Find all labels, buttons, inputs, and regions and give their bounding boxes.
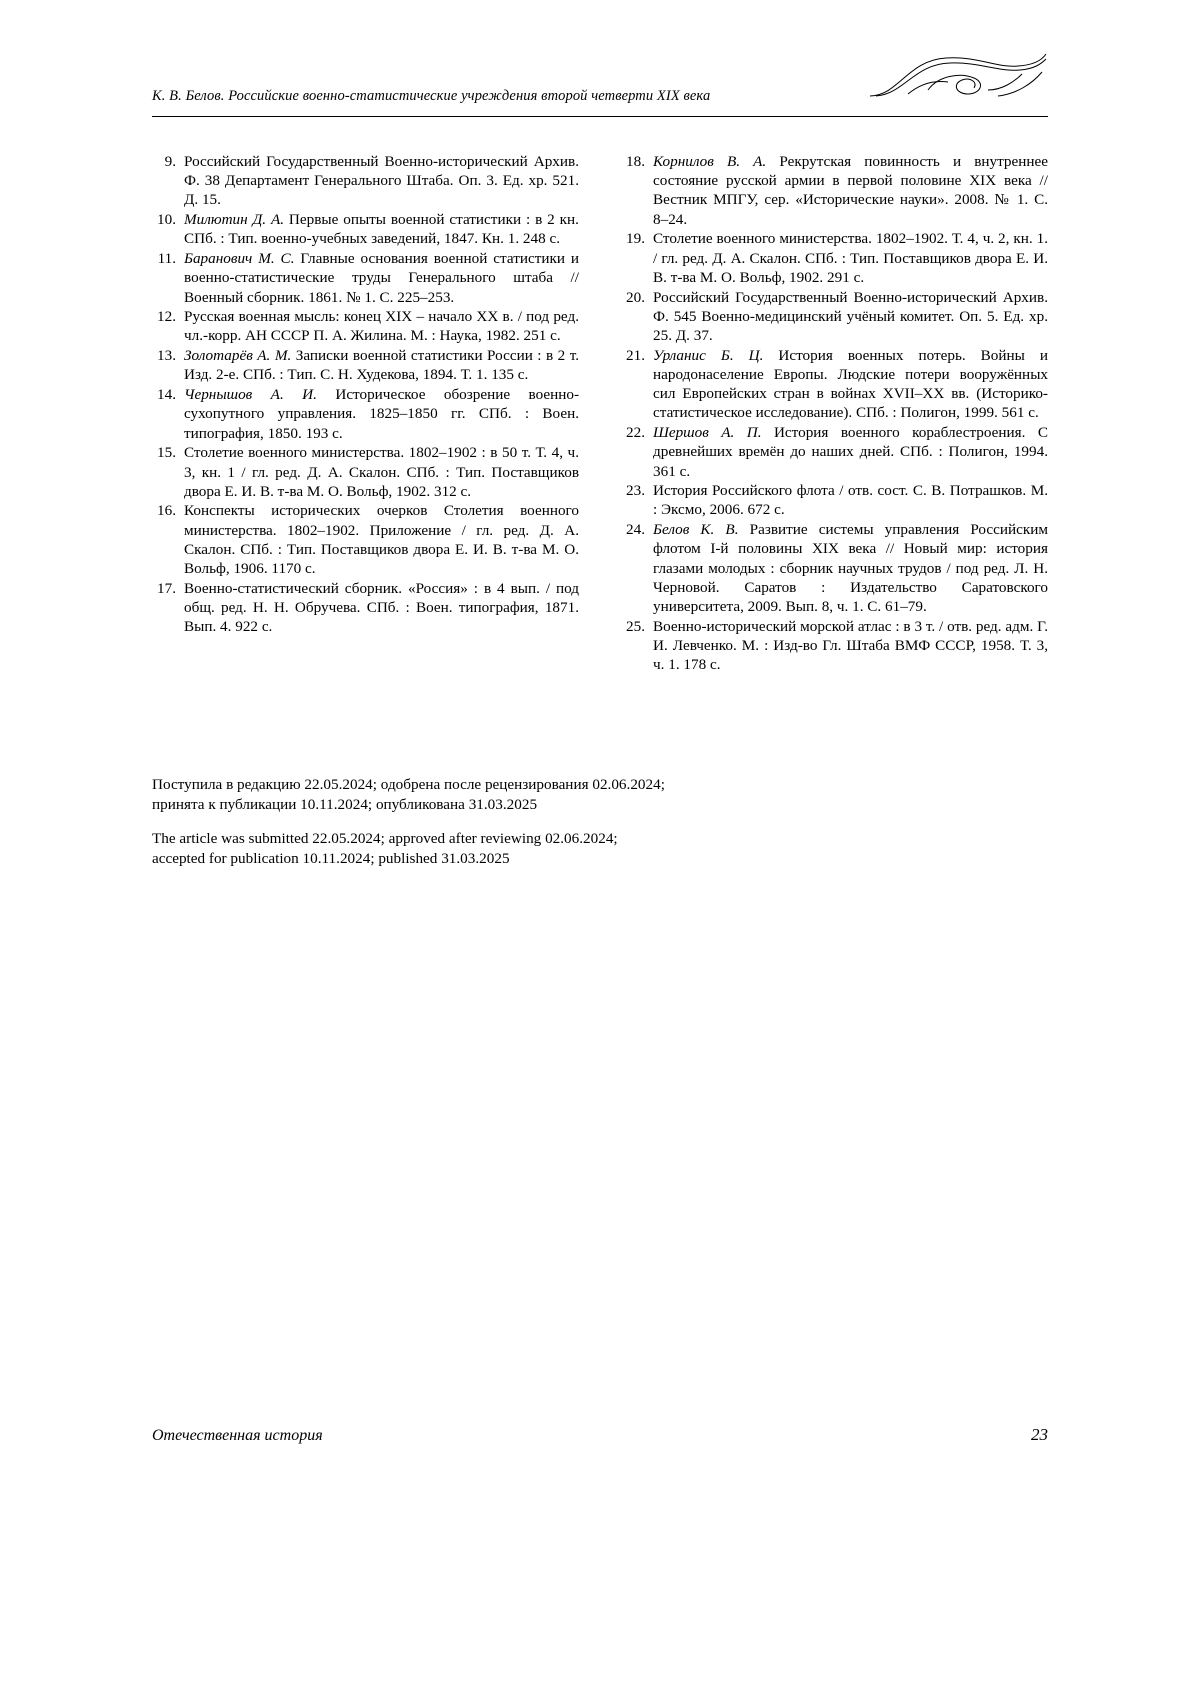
reference-text: Военно-исторический морской атлас : в 3 т. / отв. ред. адм. Г. И. Левченко. М. : Изд-во Гл. Штаба ВМФ СССР, 1958. Т. 3, ч. 1. 178 с.	[653, 617, 1048, 674]
reference-number: 25.	[626, 617, 645, 635]
page-footer	[152, 1425, 1048, 1445]
reference-list-left	[152, 152, 579, 636]
submission-note-en-line1: The article was submitted 22.05.2024; approved after reviewing 02.06.2024;	[152, 829, 618, 847]
footer-section-title: Отечественная история	[152, 1427, 323, 1444]
reference-number: 13.	[157, 347, 176, 365]
reference-text: Военно-статистический сборник. «Россия» : в 4 вып. / под общ. ред. Н. Н. Обручева. СПб. : Воен. типография, 1871. Вып. 4. 922 с.	[184, 579, 579, 636]
submission-note-ru	[152, 775, 1048, 815]
reference-number: 15.	[157, 444, 176, 462]
reference-text: Русская военная мысль: конец XIX – начало XX в. / под ред. чл.-корр. АН СССР П. А. Жилина. М. : Наука, 1982. 251 с.	[184, 308, 579, 345]
page-number: 23	[1031, 1425, 1048, 1444]
list-item	[621, 423, 1048, 481]
list-item	[152, 443, 579, 501]
reference-number: 14.	[157, 386, 176, 404]
reference-author: Белов К. В.	[653, 521, 739, 539]
reference-author: Золотарёв А. М.	[184, 347, 292, 365]
list-item	[621, 152, 1048, 229]
reference-text: Российский Государственный Военно-исторический Архив. Ф. 38 Департамент Генерального Штаба. Оп. 3. Ед. хр. 521. Д. 15.	[184, 153, 579, 209]
reference-text: Столетие военного министерства. 1802–1902 : в 50 т. Т. 4, ч. 3, кн. 1 / гл. ред. Д. А. Скалон. СПб. : Тип. Поставщиков двора Е. И. В. т-ва М. О. Вольф, 1902. 312 с.	[184, 444, 579, 500]
reference-text: Главные основания военной статистики и военно-статистические труды Генерального штаба // Военный сборник. 1861. № 1. С. 225–253.	[184, 250, 579, 306]
running-head	[152, 88, 1048, 107]
reference-number: 20.	[626, 288, 645, 306]
reference-text: Рекрутская повинность и внутреннее состояние русской армии в первой половине XIX века // Вестник МПГУ, сер. «Исторические науки». 2008. № 1. С. 8–24.	[653, 153, 1049, 228]
references-right-column	[621, 152, 1048, 675]
reference-author: Корнилов В. А.	[653, 153, 767, 170]
header-divider	[152, 116, 1048, 117]
list-item	[152, 579, 579, 637]
submission-note-ru-line2: принята к публикации 10.11.2024; опубликована 31.03.2025	[152, 795, 538, 813]
reference-text: Российский Государственный Военно-исторический Архив. Ф. 545 Военно-медицинский учёный комитет. Оп. 5. Ед. хр. 25. Д. 37.	[653, 288, 1048, 344]
submission-note-ru-line1: Поступила в редакцию 22.05.2024; одобрена после рецензирования 02.06.2024;	[152, 776, 665, 793]
reference-author: Чернышов А. И.	[184, 386, 317, 404]
reference-number: 23.	[626, 482, 645, 500]
decorative-flourish-icon	[868, 50, 1048, 102]
reference-author: Баранович М. С.	[184, 250, 295, 268]
reference-author: Милютин Д. А.	[184, 211, 285, 229]
reference-number: 21.	[626, 346, 645, 364]
list-item	[152, 210, 579, 248]
submission-note-en-line2: accepted for publication 10.11.2024; published 31.03.2025	[152, 849, 510, 867]
list-item	[621, 617, 1048, 675]
reference-number: 19.	[626, 230, 645, 248]
reference-list-right	[621, 152, 1048, 674]
reference-text: Конспекты исторических очерков Столетия военного министерства. 1802–1902. Приложение / гл. ред. Д. А. Скалон. СПб. : Тип. Поставщиков двора Е. И. В. т-ва М. О. Вольф, 1906. 1170 с.	[184, 502, 579, 578]
reference-text: Столетие военного министерства. 1802–1902. Т. 4, ч. 2, кн. 1. / гл. ред. Д. А. Скалон. СПб. : Тип. Поставщиков двора Е. И. В. т-ва М. О. Вольф, 1902. 291 с.	[653, 230, 1048, 286]
submission-note-en	[152, 829, 1048, 869]
reference-text: Первые опыты военной статистики : в 2 кн. СПб. : Тип. военно-учебных заведений, 1847. Кн. 1. 248 с.	[184, 211, 579, 248]
reference-text: Историческое обозрение военно-сухопутного управления. 1825–1850 гг. СПб. : Воен. типография, 1850. 193 с.	[184, 386, 580, 442]
running-head-title: К. В. Белов. Российские военно-статистические учреждения второй четверти XIX века	[152, 88, 711, 104]
list-item	[621, 346, 1048, 423]
reference-text: История военного кораблестроения. С древнейших времён до наших дней. СПб. : Полигон, 1994. 361 с.	[653, 424, 1048, 480]
reference-number: 17.	[157, 579, 176, 597]
reference-number: 12.	[157, 308, 176, 326]
list-item	[621, 229, 1048, 287]
references-left-column	[152, 152, 579, 675]
reference-text: История военных потерь. Войны и народонаселение Европы. Людские потери вооружённых сил Европейских стран в войнах XVII–XX вв. (Историко-статистическое исследование). СПб. : Полигон, 1999. 561 с.	[653, 346, 1048, 422]
list-item	[621, 481, 1048, 519]
submission-notes	[152, 775, 1048, 883]
list-item	[152, 152, 579, 210]
reference-number: 18.	[626, 153, 645, 170]
references-columns	[152, 152, 1048, 675]
reference-text: Развитие системы управления Российским флотом I-й половины XIX века // Новый мир: история глазами молодых : сборник научных трудов / под ред. Л. Н. Черновой. Саратов : Издательство Саратовского университета, 2009. Вып. 8, ч. 1. С. 61–79.	[653, 521, 1048, 616]
list-item	[152, 249, 579, 307]
reference-number: 22.	[626, 424, 645, 442]
reference-text: История Российского флота / отв. сост. С. В. Потрашков. М. : Эксмо, 2006. 672 с.	[653, 482, 1048, 519]
reference-number: 11.	[157, 250, 176, 268]
list-item	[152, 501, 579, 578]
reference-author: Урланис Б. Ц.	[653, 346, 764, 364]
list-item	[621, 288, 1048, 346]
reference-number: 10.	[157, 211, 176, 229]
reference-number: 24.	[626, 521, 645, 539]
reference-number: 16.	[157, 502, 176, 520]
reference-text: Записки военной статистики России : в 2 т. Изд. 2-е. СПб. : Тип. С. Н. Худекова, 1894. Т. 1. 135 с.	[184, 347, 579, 384]
list-item	[152, 307, 579, 345]
reference-number: 9.	[164, 153, 176, 170]
reference-author: Шершов А. П.	[653, 424, 762, 442]
list-item	[152, 385, 579, 443]
list-item	[152, 346, 579, 384]
list-item	[621, 520, 1048, 616]
